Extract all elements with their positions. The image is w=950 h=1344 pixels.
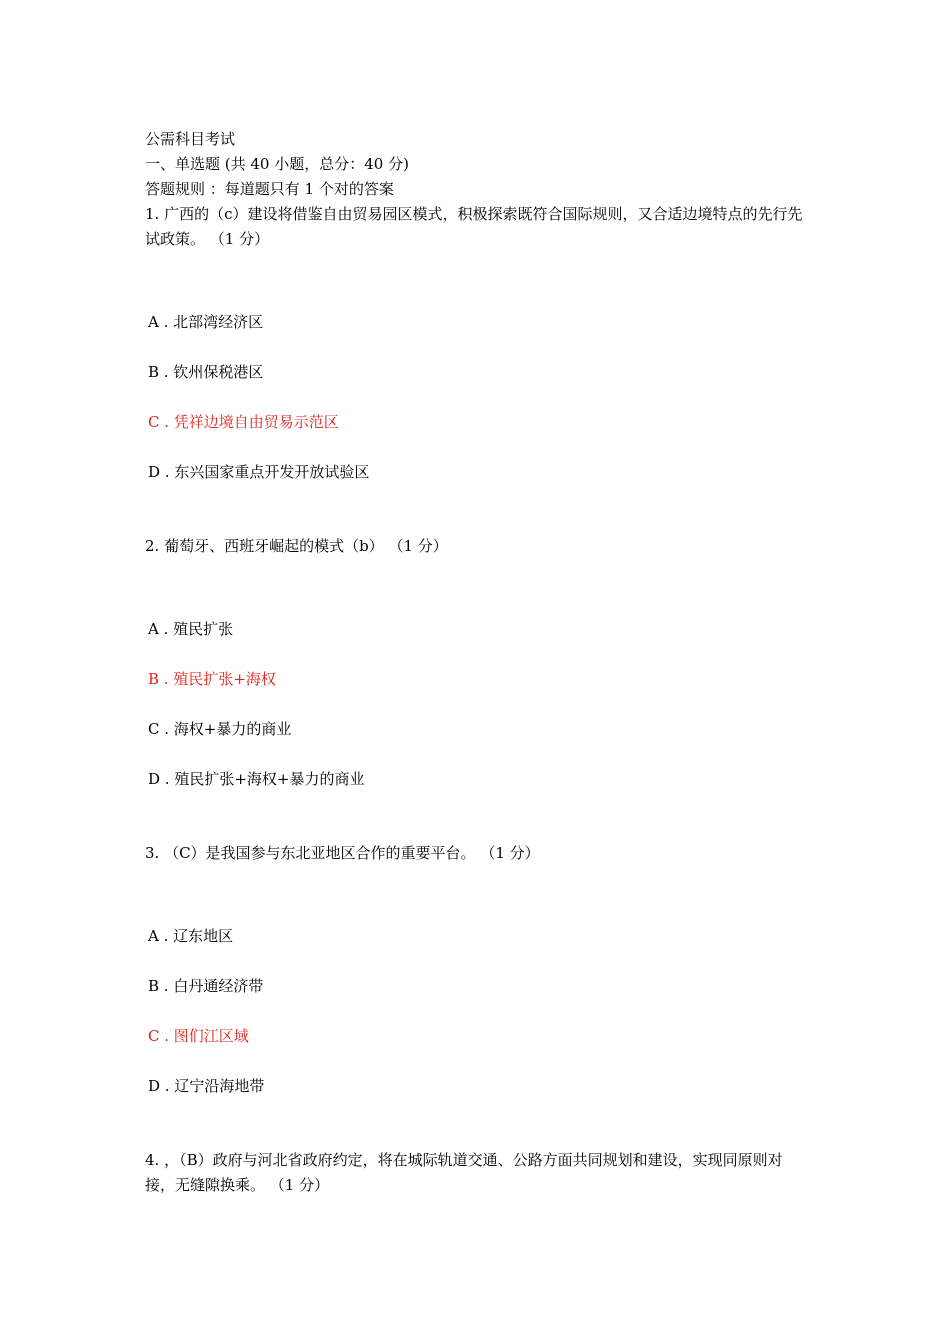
exam-title: 公需科目考试	[145, 130, 236, 148]
option-b[interactable]: B . 白丹通经济带	[148, 977, 264, 995]
answer-rule: 答题规则 ：每道题只有 1 个对的答案	[145, 180, 394, 198]
option-b[interactable]: B . 钦州保税港区	[148, 363, 264, 381]
question-text: 3. （C）是我国参与东北亚地区合作的重要平台。 （1 分）	[145, 844, 540, 862]
option-c-correct[interactable]: C . 图们江区域	[148, 1027, 249, 1045]
question-3	[145, 841, 810, 1124]
option-a[interactable]: A . 殖民扩张	[148, 620, 234, 638]
option-d[interactable]: D . 殖民扩张+海权+暴力的商业	[148, 770, 365, 788]
option-d[interactable]: D . 辽宁沿海地带	[148, 1077, 265, 1095]
question-4	[145, 1148, 810, 1198]
question-1	[145, 202, 810, 510]
option-a[interactable]: A . 辽东地区	[148, 927, 234, 945]
option-b-correct[interactable]: B . 殖民扩张+海权	[148, 670, 276, 688]
question-text: 1. 广西的（c）建设将借鉴自由贸易园区模式，积极探索既符合国际规则，又合适边境特点的先行先试政策。 （1 分）	[145, 205, 803, 248]
question-text: 2. 葡萄牙、西班牙崛起的模式（b） （1 分）	[145, 537, 448, 555]
question-text: 4. ，（B）政府与河北省政府约定，将在城际轨道交通、公路方面共同规划和建设，实现同原则对接，无缝隙换乘。 （1 分）	[145, 1151, 783, 1194]
option-d[interactable]: D . 东兴国家重点开发开放试验区	[148, 463, 370, 481]
exam-content	[145, 127, 810, 1198]
option-c-correct[interactable]: C . 凭祥边境自由贸易示范区	[148, 413, 339, 431]
option-a[interactable]: A . 北部湾经济区	[148, 313, 264, 331]
question-2	[145, 534, 810, 817]
option-c[interactable]: C . 海权+暴力的商业	[148, 720, 292, 738]
section-heading: 一、单选题 (共 40 小题，总分：40 分)	[145, 155, 409, 173]
